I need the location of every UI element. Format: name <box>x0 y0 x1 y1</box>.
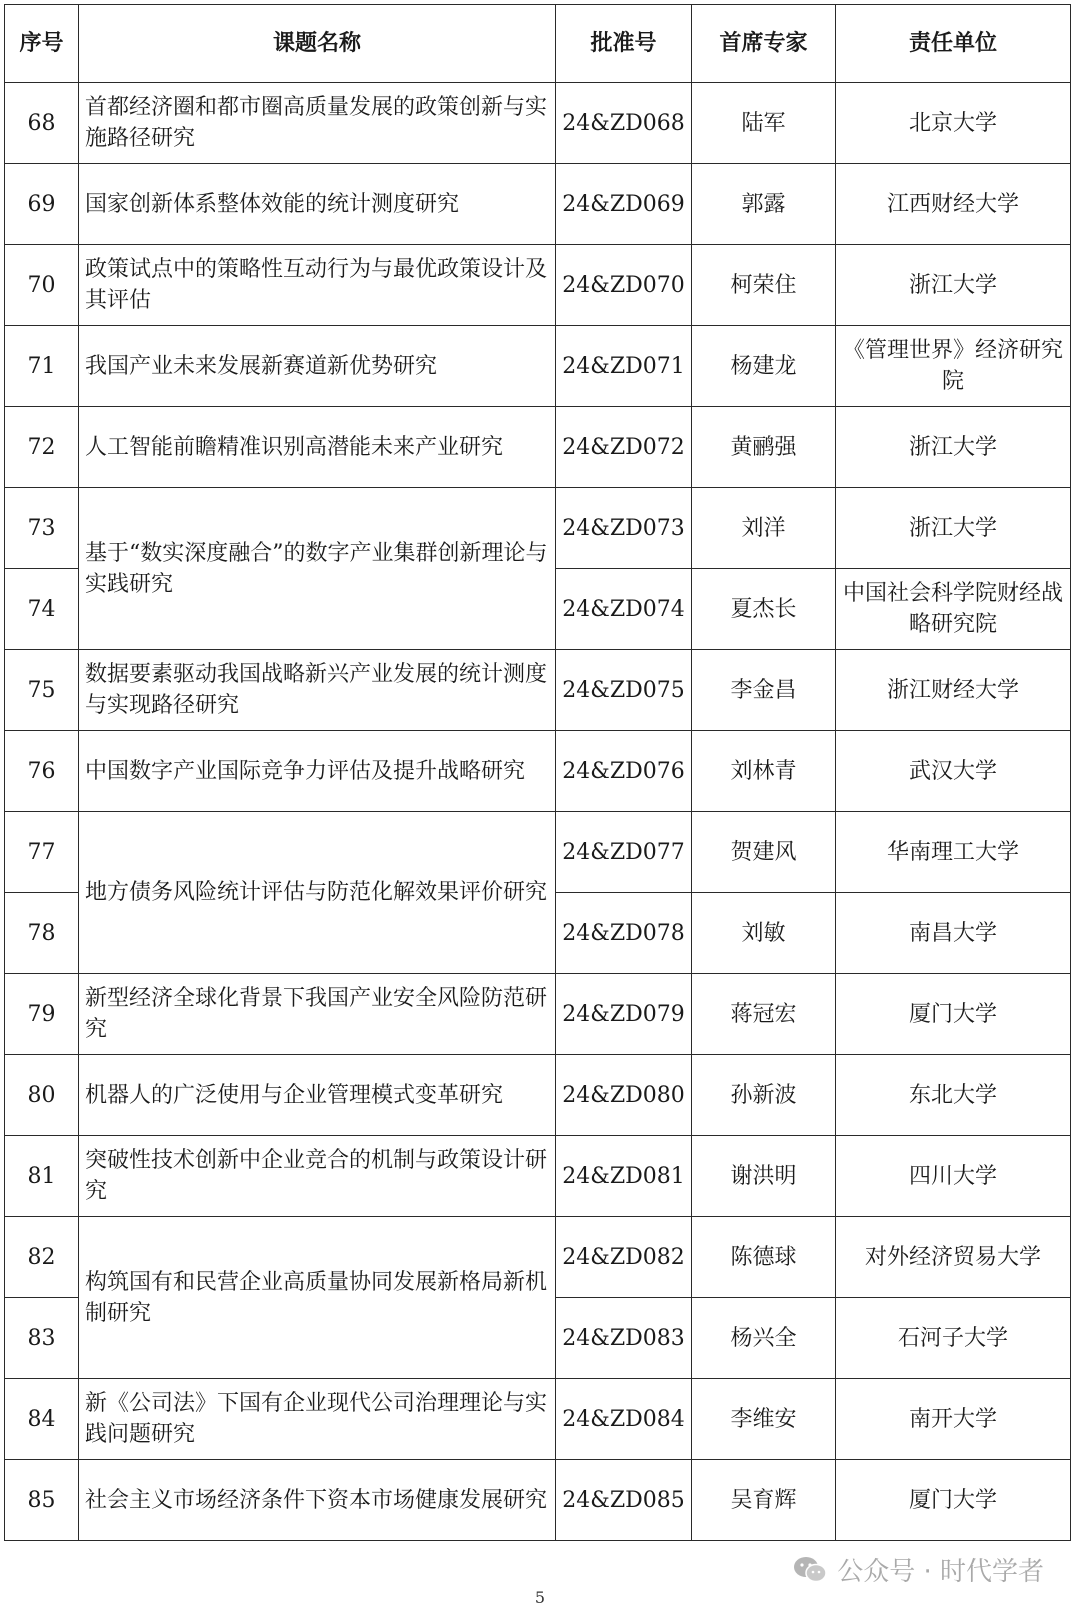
chief-expert: 陆军 <box>692 83 836 164</box>
approval-number: 24&ZD074 <box>556 569 692 650</box>
approval-number: 24&ZD076 <box>556 731 692 812</box>
approval-number: 24&ZD071 <box>556 326 692 407</box>
responsible-unit: 石河子大学 <box>836 1298 1071 1379</box>
project-title: 新《公司法》下国有企业现代公司治理理论与实践问题研究 <box>79 1379 556 1460</box>
approval-number: 24&ZD083 <box>556 1298 692 1379</box>
chief-expert: 贺建风 <box>692 812 836 893</box>
approval-number: 24&ZD078 <box>556 893 692 974</box>
project-title: 新型经济全球化背景下我国产业安全风险防范研究 <box>79 974 556 1055</box>
approval-number: 24&ZD070 <box>556 245 692 326</box>
responsible-unit: 南昌大学 <box>836 893 1071 974</box>
table-row <box>5 731 1071 812</box>
chief-expert: 刘洋 <box>692 488 836 569</box>
table-row <box>5 1136 1071 1217</box>
page-number: 5 <box>534 1588 546 1607</box>
responsible-unit: 江西财经大学 <box>836 164 1071 245</box>
row-number: 77 <box>5 812 79 893</box>
approval-number: 24&ZD068 <box>556 83 692 164</box>
approval-number: 24&ZD084 <box>556 1379 692 1460</box>
project-title: 基于“数实深度融合”的数字产业集群创新理论与实践研究 <box>79 488 556 650</box>
row-number: 71 <box>5 326 79 407</box>
watermark <box>791 1551 1044 1588</box>
chief-expert: 李金昌 <box>692 650 836 731</box>
header-unit: 责任单位 <box>836 5 1071 83</box>
project-title: 国家创新体系整体效能的统计测度研究 <box>79 164 556 245</box>
project-title: 人工智能前瞻精准识别高潜能未来产业研究 <box>79 407 556 488</box>
chief-expert: 夏杰长 <box>692 569 836 650</box>
row-number: 74 <box>5 569 79 650</box>
row-number: 79 <box>5 974 79 1055</box>
wechat-icon <box>791 1555 829 1585</box>
chief-expert: 孙新波 <box>692 1055 836 1136</box>
approval-number: 24&ZD082 <box>556 1217 692 1298</box>
table-row <box>5 1379 1071 1460</box>
row-number: 84 <box>5 1379 79 1460</box>
row-number: 75 <box>5 650 79 731</box>
approval-number: 24&ZD085 <box>556 1460 692 1541</box>
chief-expert: 谢洪明 <box>692 1136 836 1217</box>
project-title: 中国数字产业国际竞争力评估及提升战略研究 <box>79 731 556 812</box>
table-row <box>5 326 1071 407</box>
row-number: 76 <box>5 731 79 812</box>
chief-expert: 郭露 <box>692 164 836 245</box>
responsible-unit: 武汉大学 <box>836 731 1071 812</box>
responsible-unit: 厦门大学 <box>836 974 1071 1055</box>
project-title: 数据要素驱动我国战略新兴产业发展的统计测度与实现路径研究 <box>79 650 556 731</box>
table-row <box>5 245 1071 326</box>
project-title: 构筑国有和民营企业高质量协同发展新格局新机制研究 <box>79 1217 556 1379</box>
chief-expert: 黄鹂强 <box>692 407 836 488</box>
table-row <box>5 164 1071 245</box>
approval-number: 24&ZD072 <box>556 407 692 488</box>
row-number: 85 <box>5 1460 79 1541</box>
header-code: 批准号 <box>556 5 692 83</box>
chief-expert: 杨兴全 <box>692 1298 836 1379</box>
chief-expert: 刘林青 <box>692 731 836 812</box>
table-row <box>5 974 1071 1055</box>
chief-expert: 柯荣住 <box>692 245 836 326</box>
table-row <box>5 407 1071 488</box>
header-title: 课题名称 <box>79 5 556 83</box>
responsible-unit: 《管理世界》经济研究院 <box>836 326 1071 407</box>
row-number: 70 <box>5 245 79 326</box>
approval-number: 24&ZD075 <box>556 650 692 731</box>
chief-expert: 蒋冠宏 <box>692 974 836 1055</box>
chief-expert: 刘敏 <box>692 893 836 974</box>
project-title: 我国产业未来发展新赛道新优势研究 <box>79 326 556 407</box>
table-row <box>5 1217 1071 1298</box>
approval-number: 24&ZD073 <box>556 488 692 569</box>
approval-number: 24&ZD077 <box>556 812 692 893</box>
responsible-unit: 中国社会科学院财经战略研究院 <box>836 569 1071 650</box>
responsible-unit: 四川大学 <box>836 1136 1071 1217</box>
responsible-unit: 厦门大学 <box>836 1460 1071 1541</box>
row-number: 80 <box>5 1055 79 1136</box>
project-title: 机器人的广泛使用与企业管理模式变革研究 <box>79 1055 556 1136</box>
chief-expert: 杨建龙 <box>692 326 836 407</box>
table-row <box>5 488 1071 569</box>
chief-expert: 陈德球 <box>692 1217 836 1298</box>
responsible-unit: 华南理工大学 <box>836 812 1071 893</box>
header-no: 序号 <box>5 5 79 83</box>
table-row <box>5 1055 1071 1136</box>
responsible-unit: 南开大学 <box>836 1379 1071 1460</box>
row-number: 78 <box>5 893 79 974</box>
approval-number: 24&ZD079 <box>556 974 692 1055</box>
table-row <box>5 812 1071 893</box>
project-title: 突破性技术创新中企业竞合的机制与政策设计研究 <box>79 1136 556 1217</box>
responsible-unit: 浙江大学 <box>836 245 1071 326</box>
row-number: 83 <box>5 1298 79 1379</box>
row-number: 73 <box>5 488 79 569</box>
chief-expert: 李维安 <box>692 1379 836 1460</box>
responsible-unit: 浙江大学 <box>836 407 1071 488</box>
watermark-text: 公众号 · 时代学者 <box>837 1557 1044 1587</box>
project-title: 社会主义市场经济条件下资本市场健康发展研究 <box>79 1460 556 1541</box>
responsible-unit: 浙江大学 <box>836 488 1071 569</box>
responsible-unit: 对外经济贸易大学 <box>836 1217 1071 1298</box>
row-number: 82 <box>5 1217 79 1298</box>
responsible-unit: 东北大学 <box>836 1055 1071 1136</box>
chief-expert: 吴育辉 <box>692 1460 836 1541</box>
responsible-unit: 浙江财经大学 <box>836 650 1071 731</box>
header-row <box>5 5 1071 83</box>
approval-number: 24&ZD080 <box>556 1055 692 1136</box>
row-number: 81 <box>5 1136 79 1217</box>
approval-number: 24&ZD069 <box>556 164 692 245</box>
table-row <box>5 650 1071 731</box>
table-row <box>5 1460 1071 1541</box>
table-row <box>5 83 1071 164</box>
project-title: 首都经济圈和都市圈高质量发展的政策创新与实施路径研究 <box>79 83 556 164</box>
responsible-unit: 北京大学 <box>836 83 1071 164</box>
row-number: 72 <box>5 407 79 488</box>
row-number: 68 <box>5 83 79 164</box>
header-expert: 首席专家 <box>692 5 836 83</box>
project-table <box>4 4 1071 1541</box>
row-number: 69 <box>5 164 79 245</box>
project-title: 地方债务风险统计评估与防范化解效果评价研究 <box>79 812 556 974</box>
project-title: 政策试点中的策略性互动行为与最优政策设计及其评估 <box>79 245 556 326</box>
approval-number: 24&ZD081 <box>556 1136 692 1217</box>
